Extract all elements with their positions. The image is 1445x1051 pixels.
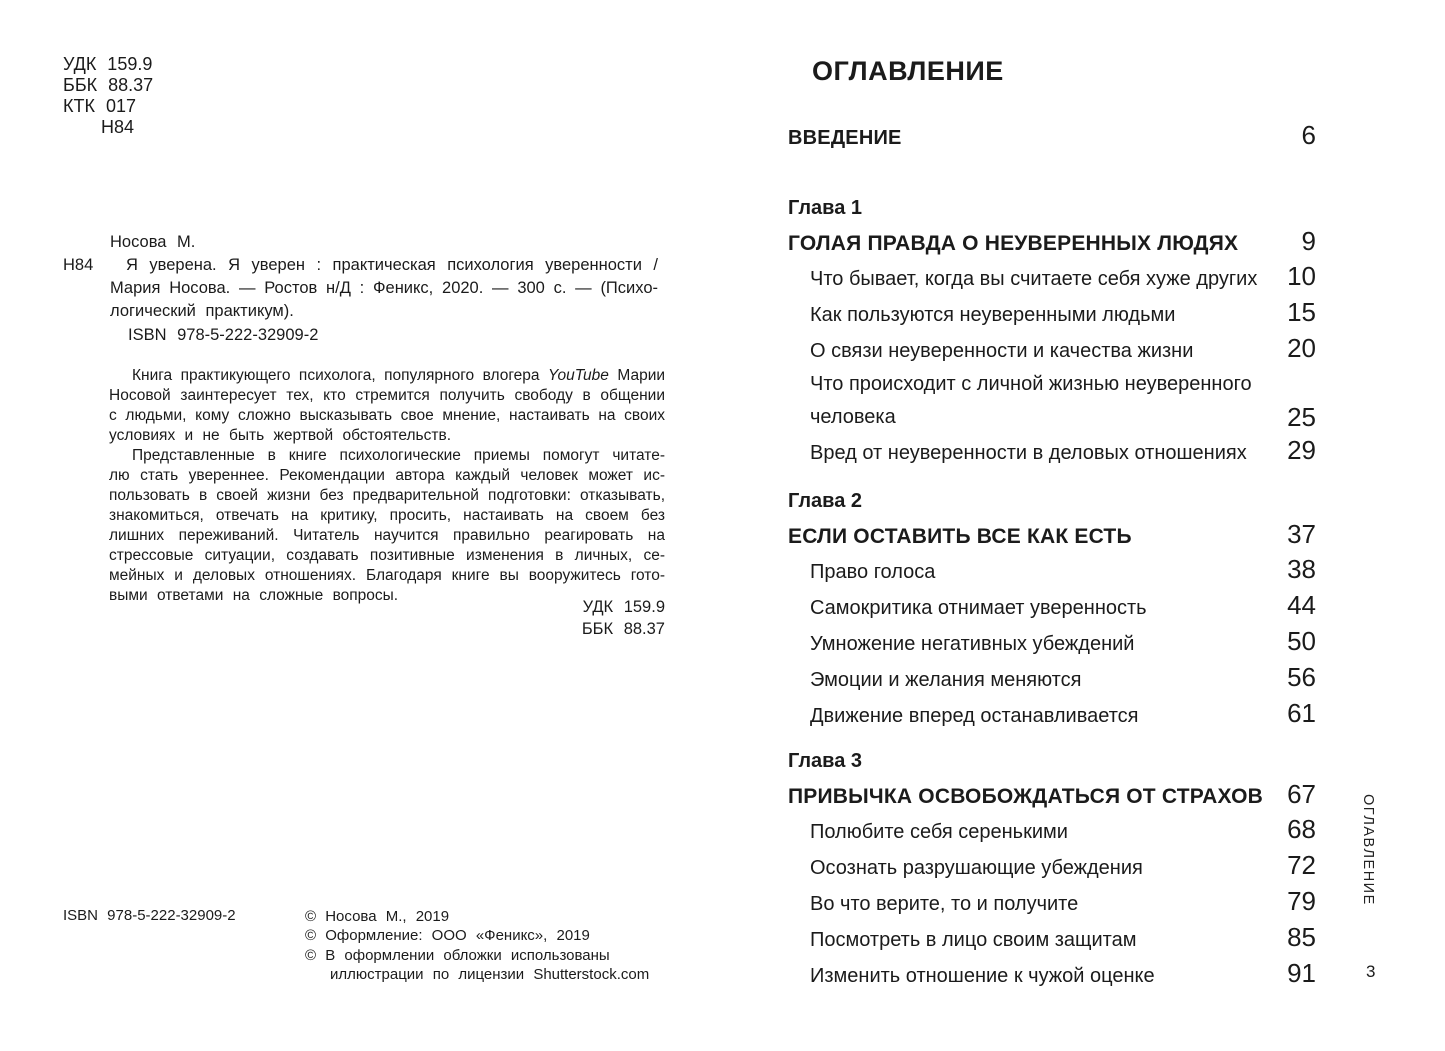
toc-chapter-1 [788, 192, 1316, 470]
toc-entry: Полюбите себя серенькими 68 [810, 814, 1316, 844]
annotation-line: Книга практикующего психолога, популярного влогера YouTube Марии [132, 367, 666, 384]
bbk-code: ББК 88.37 [581, 620, 665, 638]
annotation-line: Носовой заинтересует тех, кто стремится получить свободу в общении [109, 387, 665, 404]
toc-page-number: 79 [1287, 886, 1316, 916]
chapter-label: Глава 3 [788, 750, 863, 772]
annotation-line: условиях и не быть жертвой обстоятельств. [109, 427, 452, 444]
toc-entry: Что происходит с личной жизнью неуверенного человека 25 [810, 373, 1316, 432]
author-sign-code: Н84 [101, 117, 135, 137]
toc-entry: Вред от неуверенности в деловых отношениях 29 [810, 435, 1316, 465]
toc-page-number: 56 [1287, 662, 1316, 692]
toc-entry: Изменить отношение к чужой оценке 91 [810, 958, 1316, 988]
toc-page-number: 10 [1287, 261, 1316, 291]
toc-entry: Самокритика отнимает уверенность 44 [810, 590, 1316, 620]
annotation-line: лишних переживаний. Читатель научится правильно реагировать на [109, 527, 665, 544]
toc-entry: Осознать разрушающие убеждения 72 [810, 850, 1316, 880]
toc-entry-chapter-title: ГОЛАЯ ПРАВДА О НЕУВЕРЕННЫХ ЛЮДЯХ 9 [788, 226, 1316, 256]
udc-bbk-right-block [109, 596, 665, 640]
copyright-line: © Носова М., 2019 [305, 908, 450, 925]
classification-codes [63, 54, 153, 138]
annotation-line: лю стать увереннее. Рекомендации автора каждый человек может ис- [109, 467, 665, 484]
bib-entry-line: Мария Носова. — Ростов н/Д : Феникс, 2020. — 300 с. — (Психо- [110, 279, 658, 297]
toc-entry: Посмотреть в лицо своим защитам 85 [810, 922, 1316, 952]
annotation-line: выми ответами на сложные вопросы. [109, 587, 399, 604]
ktk-code: КТК 017 [63, 96, 136, 116]
copyright-block [305, 907, 649, 984]
toc-entry: Эмоции и желания меняются 56 [810, 662, 1316, 692]
footer-isbn: ISBN 978-5-222-32909-2 [63, 907, 236, 924]
bibliographic-block [63, 231, 658, 347]
copyright-line: © В оформлении обложки использованы [305, 946, 610, 964]
toc-page-number: 37 [1287, 519, 1316, 549]
toc-entry: Право голоса 38 [810, 554, 1316, 584]
toc-page-number: 91 [1287, 958, 1316, 988]
toc-entry: Что бывает, когда вы считаете себя хуже других 10 [810, 261, 1316, 291]
toc-page-number: 85 [1287, 922, 1316, 952]
toc-page-number: 29 [1287, 435, 1316, 465]
toc-page-number: 38 [1287, 554, 1316, 584]
toc-entry: Как пользуются неуверенными людьми 15 [810, 297, 1316, 327]
toc-page-number: 50 [1287, 626, 1316, 656]
bib-entry-line: Я уверена. Я уверен : практическая психология уверенности / [126, 256, 658, 274]
toc-title: ОГЛАВЛЕНИЕ [812, 56, 1004, 86]
bib-author: Носова М. [110, 233, 196, 251]
annotation-line: с людьми, кому сложно высказывать свое мнение, настаивать на своих [109, 407, 665, 424]
annotation-line: пользовать в своей жизни без предварительной подготовки: отказывать, [109, 487, 665, 504]
copyright-line: иллюстрации по лицензии Shutterstock.com [330, 965, 650, 983]
toc-entry: Движение вперед останавливается 61 [810, 698, 1316, 728]
chapter-label: Глава 2 [788, 490, 863, 512]
youtube-italic: YouTube [547, 367, 609, 384]
toc-page-number: 68 [1287, 814, 1316, 844]
bbk-code: ББК 88.37 [63, 75, 154, 95]
toc-chapter-2 [788, 485, 1316, 733]
annotation-line: стрессовые ситуации, создавать позитивные изменения в личных, се- [109, 547, 665, 564]
toc-entry-chapter-title: ПРИВЫЧКА ОСВОБОЖДАТЬСЯ ОТ СТРАХОВ 67 [788, 779, 1316, 809]
chapter-label: Глава 1 [788, 197, 863, 219]
toc-page-number: 20 [1287, 333, 1316, 363]
bibliographic-entry [63, 254, 658, 323]
toc-entry-label: ВВЕДЕНИЕ [788, 127, 902, 149]
bib-entry-line: логический практикум). [110, 302, 294, 320]
annotation-line: мейных и деловых отношениях. Благодаря книге вы вооружитесь гото- [109, 567, 665, 584]
toc-entry-chapter-title: ЕСЛИ ОСТАВИТЬ ВСЕ КАК ЕСТЬ 37 [788, 519, 1316, 549]
copyright-line: © Оформление: ООО «Феникс», 2019 [305, 927, 590, 945]
toc-page-number: 44 [1287, 590, 1316, 620]
toc-page-number: 25 [1287, 402, 1316, 432]
toc-page-number: 9 [1301, 226, 1316, 256]
toc-chapter-3 [788, 745, 1316, 993]
toc-entry: Во что верите, то и получите 79 [810, 886, 1316, 916]
udc-code: УДК 159.9 [582, 598, 665, 616]
toc-entry: О связи неуверенности и качества жизни 20 [810, 333, 1316, 363]
toc-page-number: 6 [1301, 120, 1316, 150]
margin-section-label: ОГЛАВЛЕНИЕ [1360, 794, 1376, 906]
toc-page-number: 72 [1287, 850, 1316, 880]
annotation-block [109, 366, 665, 606]
toc-entry-introduction [788, 119, 1316, 155]
udc-code: УДК 159.9 [63, 54, 153, 74]
page-number: 3 [1366, 962, 1376, 981]
isbn-line: ISBN 978-5-222-32909-2 [128, 326, 319, 344]
bib-hang-code: Н84 [63, 256, 94, 274]
toc-entry: Умножение негативных убеждений 50 [810, 626, 1316, 656]
toc-page-number: 61 [1287, 698, 1316, 728]
annotation-line: знакомиться, отвечать на критику, просить, настаивать на своем без [109, 507, 665, 524]
annotation-line: Представленные в книге психологические приемы помогут читате- [132, 447, 665, 464]
toc-page-number: 15 [1287, 297, 1316, 327]
toc-page-number: 67 [1287, 779, 1316, 809]
